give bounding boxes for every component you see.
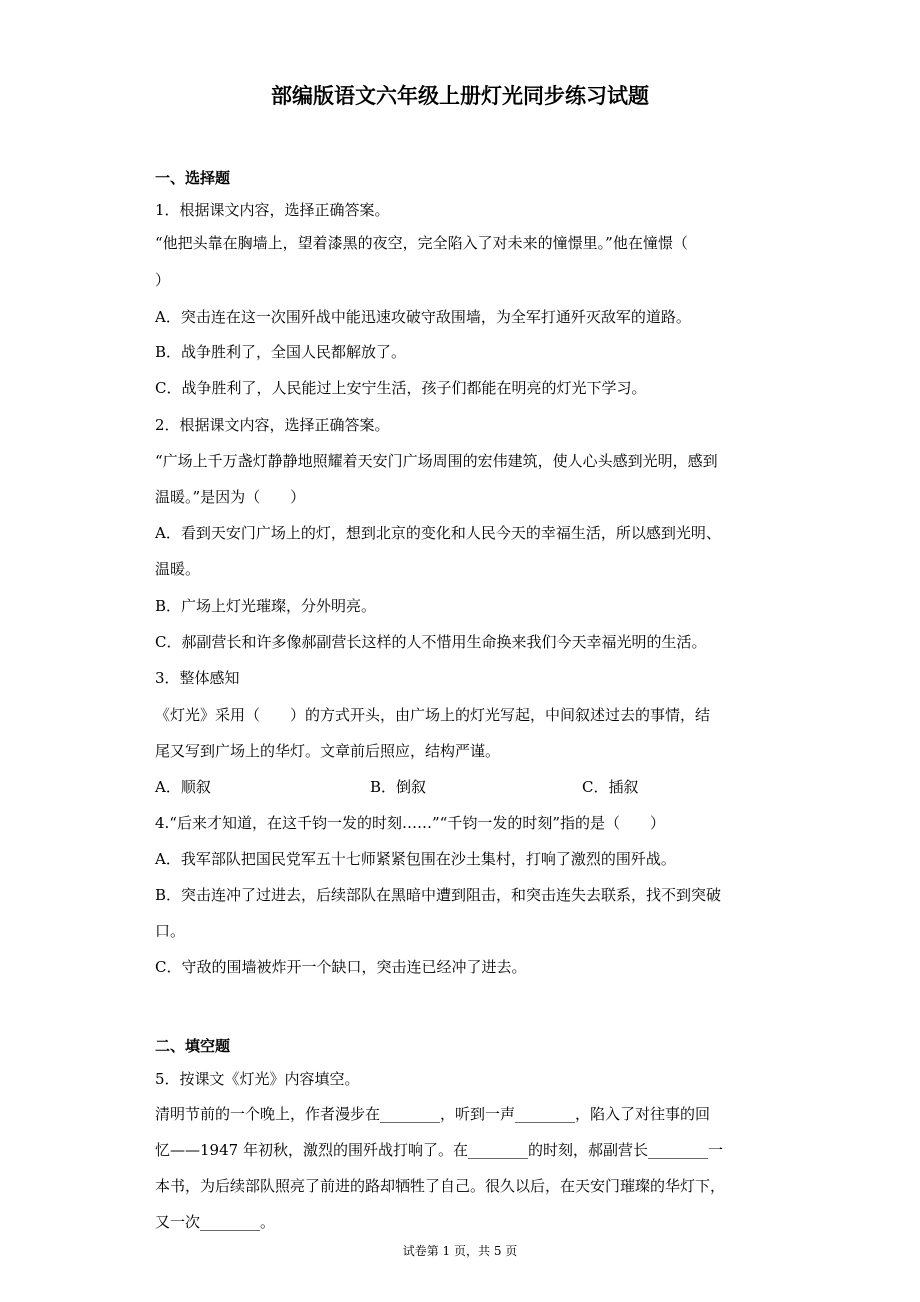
question-text: 《灯光》采用（ ）的方式开头，由广场上的灯光写起，中间叙述过去的事情，结 <box>155 706 711 724</box>
question-text: 温暖。”是因为（ ） <box>155 488 306 506</box>
question-text: 清明节前的一个晚上，作者漫步在________，听到一声________，陷入了对往事的回 <box>155 1105 711 1123</box>
choice-option: A．顺叙 <box>155 778 211 796</box>
choice-option: A．突击连在这一次围歼战中能迅速攻破守敌围墙，为全军打通歼灭敌军的道路。 <box>155 308 691 326</box>
choice-option: 温暖。 <box>155 560 201 578</box>
question-text: 1．根据课文内容，选择正确答案。 <box>155 201 390 219</box>
choice-option: B．战争胜利了，全国人民都解放了。 <box>155 343 407 361</box>
choice-option: B．突击连冲了过进去，后续部队在黑暗中遭到阻击，和突击连失去联系，找不到突破 <box>155 886 722 904</box>
section-heading: 一、选择题 <box>155 169 231 187</box>
choice-option: 口。 <box>155 922 186 940</box>
question-text: “广场上千万盏灯静静地照耀着天安门广场周围的宏伟建筑，使人心头感到光明，感到 <box>155 452 718 470</box>
section-heading: 二、填空题 <box>155 1037 231 1055</box>
choice-option: B．倒叙 <box>370 778 427 796</box>
question-text: 4.“后来才知道，在这千钧一发的时刻……”“千钧一发的时刻”指的是（ ） <box>155 814 665 832</box>
question-text: 尾又写到广场上的华灯。文章前后照应，结构严谨。 <box>155 742 501 760</box>
question-text: 2．根据课文内容，选择正确答案。 <box>155 416 390 434</box>
question-text: 又一次________。 <box>155 1213 276 1231</box>
question-text: ） <box>155 271 171 289</box>
choice-option: B．广场上灯光璀璨，分外明亮。 <box>155 597 377 615</box>
choice-option: C．战争胜利了，人民能过上安宁生活，孩子们都能在明亮的灯光下学习。 <box>155 379 647 397</box>
page-footer: 试卷第 1 页，共 5 页 <box>402 1244 518 1258</box>
choice-option: C．守敌的围墙被炸开一个缺口，突击连已经冲了进去。 <box>155 958 527 976</box>
question-text: 5．按课文《灯光》内容填空。 <box>155 1070 360 1088</box>
question-text: 本书，为后续部队照亮了前进的路却牺牲了自己。很久以后，在天安门璀璨的华灯下， <box>155 1177 726 1195</box>
question-text: 忆——1947 年初秋，激烈的围歼战打响了。在________的时刻，郝副营长________一 <box>155 1141 723 1159</box>
document-title: 部编版语文六年级上册灯光同步练习试题 <box>271 84 649 108</box>
choice-option: A．看到天安门广场上的灯，想到北京的变化和人民今天的幸福生活，所以感到光明、 <box>155 524 721 542</box>
choice-option: A．我军部队把国民党军五十七师紧紧包围在沙土集村，打响了激烈的围歼战。 <box>155 850 676 868</box>
question-text: “他把头靠在胸墙上，望着漆黑的夜空，完全陷入了对未来的憧憬里。”他在憧憬（ <box>155 234 688 252</box>
choice-option: C．插叙 <box>582 778 639 796</box>
choice-option: C．郝副营长和许多像郝副营长这样的人不惜用生命换来我们今天幸福光明的生活。 <box>155 633 707 651</box>
question-text: 3．整体感知 <box>155 669 240 687</box>
